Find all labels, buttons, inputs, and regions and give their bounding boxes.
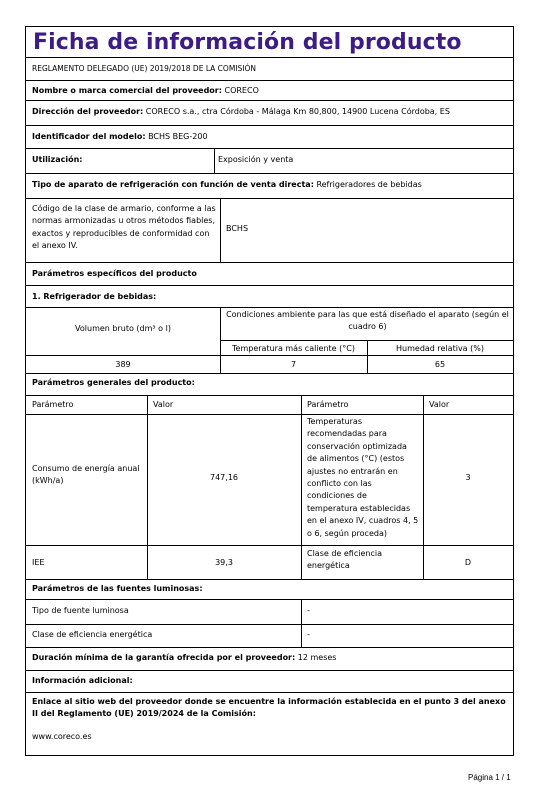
light-class-value: - [307, 630, 310, 639]
title-row [26, 27, 513, 58]
energy-consumption-label: Consumo de energía anual (kWh/a) [32, 464, 140, 486]
light-class-label: Clase de eficiencia energética [32, 630, 153, 639]
usage-value: Exposición y venta [218, 155, 294, 164]
cabinet-code-row [26, 199, 513, 263]
warranty-value: 12 meses [297, 653, 337, 662]
general-params-row [26, 374, 513, 396]
model-identifier-value: BCHS BEG-200 [148, 132, 208, 141]
usage-row [26, 149, 513, 174]
light-type-row [26, 600, 513, 625]
volume-label: Volumen bruto (dm³ o l) [75, 324, 171, 333]
humidity-value: 65 [434, 360, 446, 369]
supplier-address-label: Dirección del proveedor: [32, 107, 144, 116]
regulation-text: REGLAMENTO DELEGADO (UE) 2019/2018 DE LA COMISIÓN [32, 64, 256, 73]
ambient-conditions-label: Condiciones ambiente para las que está diseñado el aparato (según el cuadro 6) [226, 310, 509, 332]
iee-row [26, 546, 513, 580]
general-params-heading: Parámetros generales del producto: [32, 378, 195, 387]
light-type-label: Tipo de fuente luminosa [32, 606, 129, 615]
beverage-cooler-heading: 1. Refrigerador de bebidas: [32, 292, 157, 301]
supplier-name-value: CORECO [224, 86, 259, 95]
supplier-name-row [26, 81, 513, 101]
page-footer: Página 1 / 1 [468, 773, 511, 782]
energy-consumption-value: 747,16 [210, 473, 238, 482]
iee-label: IEE [32, 558, 45, 567]
warranty-label: Duración mínima de la garantía ofrecida por el proveedor: [32, 653, 296, 662]
beverage-cooler-row [26, 286, 513, 308]
iee-value: 39,3 [215, 558, 233, 567]
efficiency-class-label: Clase de eficiencia energética [307, 549, 382, 571]
website-block [26, 693, 513, 755]
light-type-value: - [307, 606, 310, 615]
usage-label: Utilización: [32, 155, 83, 164]
ambient-conditions-block [26, 308, 513, 356]
humidity-label: Humedad relativa (%) [396, 344, 484, 353]
appliance-type-value: Refrigeradores de bebidas [316, 180, 422, 189]
header-parameter-2: Parámetro [307, 400, 349, 409]
specific-params-row [26, 263, 513, 286]
website-link[interactable]: www.coreco.es [32, 732, 92, 741]
light-class-row [26, 625, 513, 648]
warranty-row [26, 648, 513, 671]
page-title: Ficha de información del producto [33, 30, 462, 55]
cabinet-code-value: BCHS [226, 224, 249, 233]
appliance-type-row [26, 174, 513, 199]
model-identifier-label: Identificador del modelo: [32, 132, 146, 141]
appliance-type-label: Tipo de aparato de refrigeración con función de venta directa: [32, 180, 314, 189]
recommended-temps-label: Temperaturas recomendadas para conservación optimizada de alimentos (°C) (estos ajustes no entrarán en conflicto con las condiciones de temperatura establecidas en el anexo IV, cuadros 4, 5 o 6, según proceda) [307, 417, 419, 538]
light-params-row [26, 580, 513, 600]
header-value-2: Valor [429, 400, 450, 409]
general-table-header [26, 396, 513, 415]
model-identifier-row [26, 126, 513, 149]
volume-value: 389 [115, 360, 131, 369]
header-parameter-1: Parámetro [32, 400, 74, 409]
additional-info-row [26, 671, 513, 693]
hottest-temp-label: Temperatura más caliente (°C) [232, 344, 355, 353]
efficiency-class-value: D [464, 558, 472, 567]
ambient-values-row [26, 356, 513, 374]
recommended-temps-value: 3 [465, 473, 471, 482]
regulation-row [26, 58, 513, 81]
additional-info-heading: Información adicional: [32, 676, 133, 685]
hottest-temp-value: 7 [290, 360, 297, 369]
header-value-1: Valor [153, 400, 174, 409]
supplier-name-label: Nombre o marca comercial del proveedor: [32, 86, 222, 95]
light-params-heading: Parámetros de las fuentes luminosas: [32, 584, 203, 593]
supplier-address-row [26, 101, 513, 126]
product-information-sheet [25, 26, 514, 756]
energy-consumption-row [26, 415, 513, 546]
cabinet-code-label: Código de la clase de armario, conforme a las normas armonizadas u otros métodos fiables, exactos y reproducibles de conformidad con el anexo IV. [32, 204, 216, 251]
website-heading: Enlace al sitio web del proveedor donde se encuentre la información establecida en el punto 3 del anexo II del Reglamento (UE) 2019/2024 de la Comisión: [32, 697, 506, 719]
specific-params-heading: Parámetros específicos del producto [32, 269, 197, 278]
supplier-address-value: CORECO s.a., ctra Córdoba - Málaga Km 80,800, 14900 Lucena Córdoba, ES [145, 107, 450, 116]
